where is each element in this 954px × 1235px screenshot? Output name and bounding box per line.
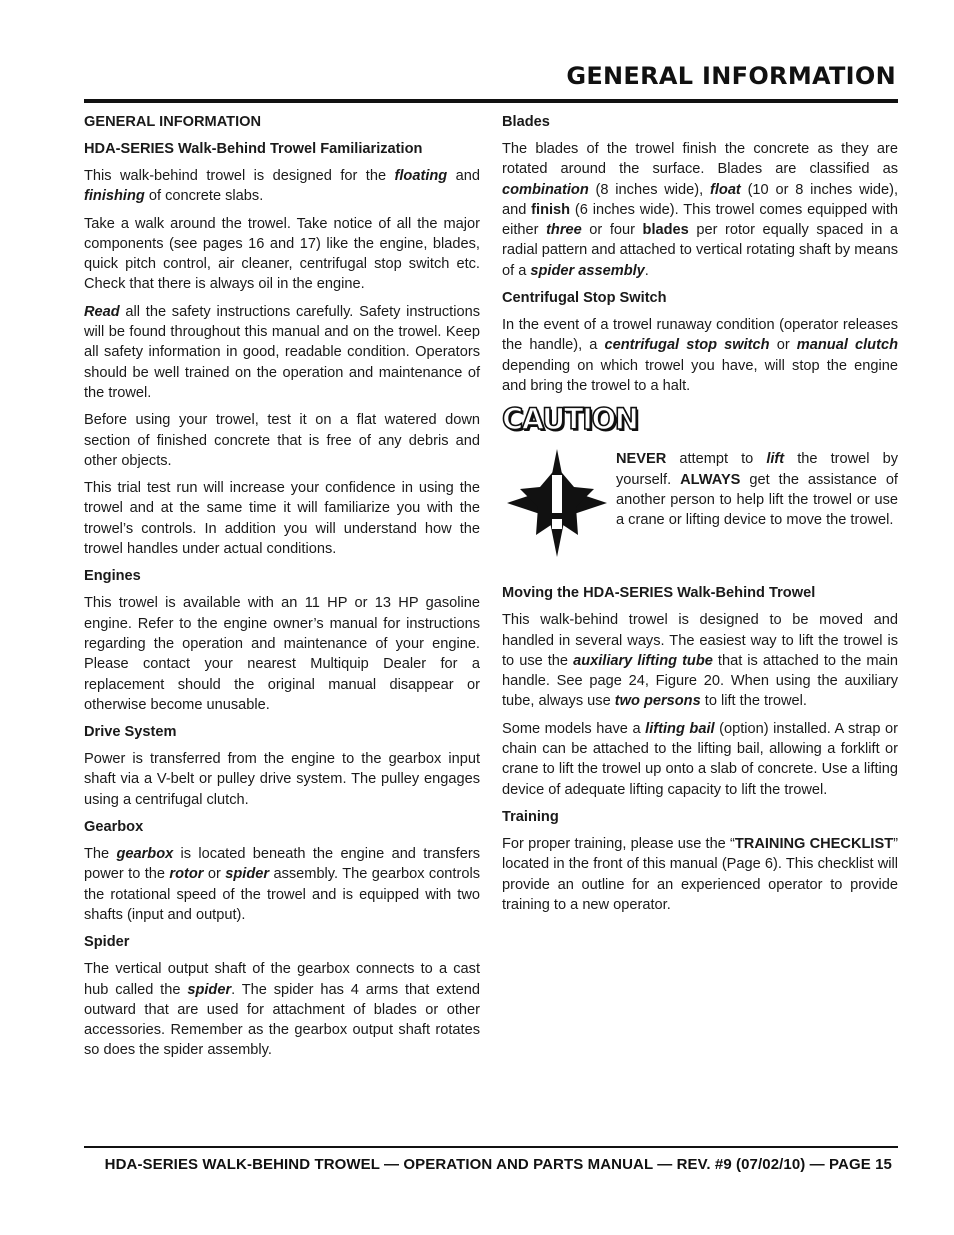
paragraph-safety: Read all the safety instructions carefully. Safety instructions will be found throughout this manual and on the trowel. Keep all safety information in good, readable condition. Operators should be well trained on the operation and maintenance of the trowel. [84, 303, 480, 401]
section-heading-blades: Blades [502, 114, 550, 130]
section-heading-gearbox: Gearbox [84, 819, 144, 836]
right-column [502, 112, 898, 922]
section-heading-drive: Drive System [84, 724, 177, 741]
paragraph-drive: Power is transferred from the engine to the gearbox input shaft via a V-belt or pulley drive system. The pulley engages using a centrifugal clutch. [84, 751, 480, 808]
warning-burst-icon [502, 449, 612, 557]
paragraph-engines: This trowel is available with an 11 HP or 13 HP gasoline engine. Refer to the engine owner’s manual for instructions regarding the operation and maintenance of your engine. Please contact your nearest Multiquip Dealer for a replacement should the original manual disappear or otherwise become unusable. [84, 595, 480, 713]
page-title: GENERAL INFORMATION [566, 62, 896, 90]
paragraph-intro: This walk-behind trowel is designed for the floating and finishing of concrete slabs. [84, 168, 481, 205]
paragraph-walk-around: Take a walk around the trowel. Take notice of all the major components (see pages 16 and 17) like the engine, blades, quick pitch control, air cleaner, centrifugal stop switch etc. Check that there is always oil in the engine. [84, 215, 480, 293]
caution-text: NEVER attempt to lift the trowel by yourself. ALWAYS get the assistance of another person to help lift the trowel or use a crane or lifting device to move the trowel. [616, 451, 898, 529]
section-heading-engines: Engines [84, 568, 141, 585]
paragraph-trial-run: This trial test run will increase your confidence in using the trowel and at the same time it will familiarize you with the trowel’s controls. In addition you will understand how the trowel handles under actual conditions. [84, 480, 480, 558]
section-heading-moving: Moving the HDA-SERIES Walk-Behind Trowel [502, 585, 816, 602]
section-heading-familiarization: HDA-SERIES Walk-Behind Trowel Familiarization [84, 141, 423, 157]
paragraph-blades: The blades of the trowel finish the concrete as they are rotated around the surface. Blades are classified as combination (8 inches wide), float (10 or 8 inches wide), and finish (6 inches wide). This trowel comes equipped with either three or four blades per rotor equally spaced in a radial pattern and attached to vertical rotating shaft by means of a spider assembly. [502, 141, 898, 279]
paragraph-gearbox: The gearbox is located beneath the engine and transfers power to the rotor or spider assembly. The gearbox controls the rotational speed of the trowel and is equipped with two shafts (input and output). [84, 846, 481, 923]
page-footer: HDA-SERIES WALK-BEHIND TROWEL — OPERATION AND PARTS MANUAL — REV. #9 (07/02/10) — PAGE 15 [104, 1156, 892, 1173]
caution-label: CAUTION [502, 402, 638, 437]
section-heading-stop-switch: Centrifugal Stop Switch [502, 290, 667, 307]
left-column [84, 112, 480, 1068]
section-heading-training: Training [502, 808, 559, 825]
paragraph-lifting-bail: Some models have a lifting bail (option) installed. A strap or chain can be attached to the lifting bail, allowing a forklift or crane to lift the trowel up onto a slab of concrete. Use a lifting device of adequate lifting capacity to lift the trowel. [502, 720, 898, 798]
section-heading-general: GENERAL INFORMATION [84, 114, 262, 130]
caution-notice [502, 449, 898, 561]
paragraph-spider: The vertical output shaft of the gearbox connects to a cast hub called the spider. The spider has 4 arms that extend outward that are used for attachment of blades or other accessories. Remember as the gearbox output shaft rotates so does the spider assembly. [84, 961, 480, 1059]
header-rule [84, 99, 898, 103]
paragraph-moving: This walk-behind trowel is designed to be moved and handled in several ways. The easiest way to lift the trowel is to use the auxiliary lifting tube that is attached to the main handle. See page 24, Figure 20. When using the auxiliary tube, always use two persons to lift the trowel. [502, 612, 898, 710]
paragraph-test: Before using your trowel, test it on a flat watered down section of finished concrete that is free of any debris and other objects. [84, 412, 480, 469]
paragraph-stop-switch: In the event of a trowel runaway condition (operator releases the handle), a centrifugal stop switch or manual clutch depending on which trowel you have, will stop the engine and bring the trowel to a halt. [502, 317, 898, 394]
footer-rule [84, 1146, 898, 1148]
section-heading-spider: Spider [84, 934, 130, 951]
paragraph-training: For proper training, please use the “TRAINING CHECKLIST” located in the front of this manual (Page 6). This checklist will provide an outline for an experienced operator to provide training to a new operator. [502, 835, 898, 913]
